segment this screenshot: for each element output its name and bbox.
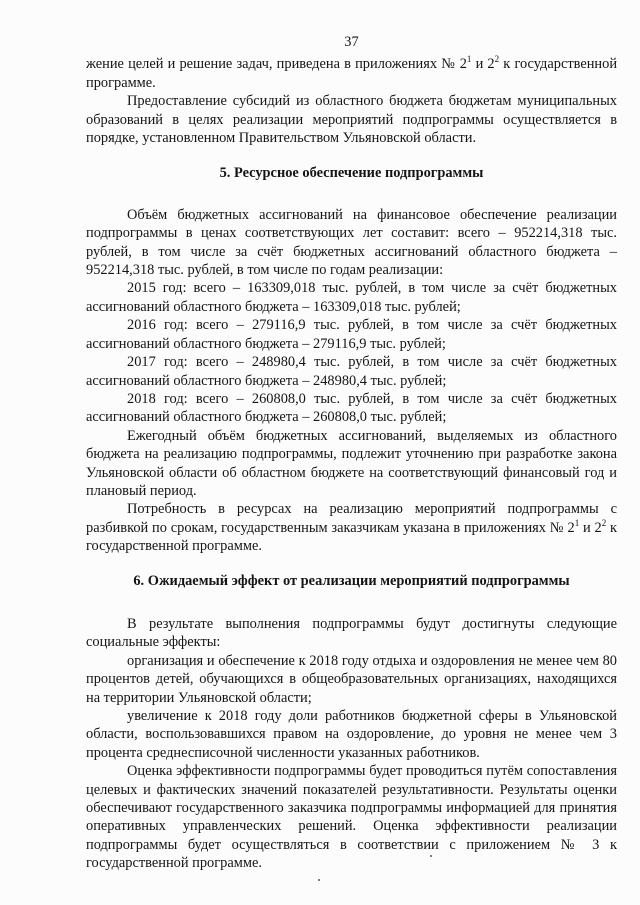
intro-text-a: жение целей и решение задач, приведена в приложениях № 2 [86, 56, 467, 73]
resource-need-text-c: к государственной программе. [86, 519, 617, 555]
superscript: 2 [601, 517, 607, 528]
superscript: 1 [466, 54, 472, 65]
intro-text-b: и 2 [471, 56, 495, 73]
section-6-paragraph-2: организация и обеспечение к 2018 году отдыха и оздоровления не менее чем 80 процентов детей, обучающихся в общеобразовательных организациях, находящихся на территории Ульяновской области; [86, 652, 617, 706]
section-6-paragraph-1: В результате выполнения подпрограммы будут достигнуты следующие социальные эффекты: [86, 615, 617, 651]
page-number: 37 [344, 34, 359, 50]
year-2017-paragraph: 2017 год: всего – 248980,4 тыс. рублей, в том числе за счёт бюджетных ассигнований областного бюджета – 248980,4 тыс. рублей; [86, 354, 617, 389]
year-2015-paragraph: 2015 год: всего – 163309,018 тыс. рублей, в том числе за счёт бюджетных ассигнований областного бюджета – 163309,018 тыс. рублей; [86, 280, 617, 315]
section-6-paragraph-4: Оценка эффективности подпрограммы будет проводиться путём сопоставления целевых и фактических значений показателей результативности. Результаты оценки обеспечивают государственного заказчика подпрограммы информацией для принятия оперативных управленческих решений. Оценка эффективности реализации подпрограммы будет осуществляться в соответствии с приложением № 3 к государственной программе. [86, 763, 617, 872]
scan-speck [318, 879, 320, 881]
section-6-paragraph-3: увеличение к 2018 году доли работников бюджетной сферы в Ульяновской области, воспользовавшихся правом на оздоровление, до уровня не менее чем 3 процента среднесписочной численности указанных работников. [86, 708, 617, 761]
superscript: 2 [494, 54, 500, 65]
resource-need-paragraph [86, 500, 617, 555]
intro-text-c: к государственной программе. [86, 56, 618, 91]
scan-speck [430, 855, 432, 857]
intro-paragraph-2: Предоставление субсидий из областного бюджета бюджетам муниципальных образований в целях реализации мероприятий подпрограммы осуществляется в порядке, установленном Правительством Ульяновской области. [86, 93, 617, 147]
superscript: 1 [574, 517, 580, 528]
year-2018-paragraph: 2018 год: всего – 260808,0 тыс. рублей, в том числе за счёт бюджетных ассигнований областного бюджета – 260808,0 тыс. рублей; [86, 390, 617, 426]
section-5-title: 5. Ресурсное обеспечение подпрограммы [219, 165, 484, 182]
intro-paragraph-1 [86, 55, 617, 92]
section-5-paragraph-1: Объём бюджетных ассигнований на финансовое обеспечение реализации подпрограммы в ценах соответствующих лет составит: всего – 952214,318 тыс. рублей, в том числе за счёт бюджетных ассигнований областного бюджета – 952214,318 тыс. рублей, в том числе по годам реализации: [86, 206, 617, 279]
year-2016-paragraph: 2016 год: всего – 279116,9 тыс. рублей, в том числе за счёт бюджетных ассигнований областного бюджета – 279116,9 тыс. рублей; [86, 317, 617, 352]
section-6-title: 6. Ожидаемый эффект от реализации мероприятий подпрограммы [133, 572, 570, 589]
annual-budget-paragraph: Ежегодный объём бюджетных ассигнований, выделяемых из областного бюджета на реализацию подпрограммы, подлежит уточнению при разработке закона Ульяновской области об областном бюджете на соответствующий финансовый год и плановый период. [86, 427, 617, 499]
resource-need-text-b: и 2 [579, 519, 602, 536]
resource-need-text-a: Потребность в ресурсах на реализацию мероприятий подпрограммы с разбивкой по срокам, государственным заказчикам указана в приложениях № 2 [86, 501, 617, 536]
